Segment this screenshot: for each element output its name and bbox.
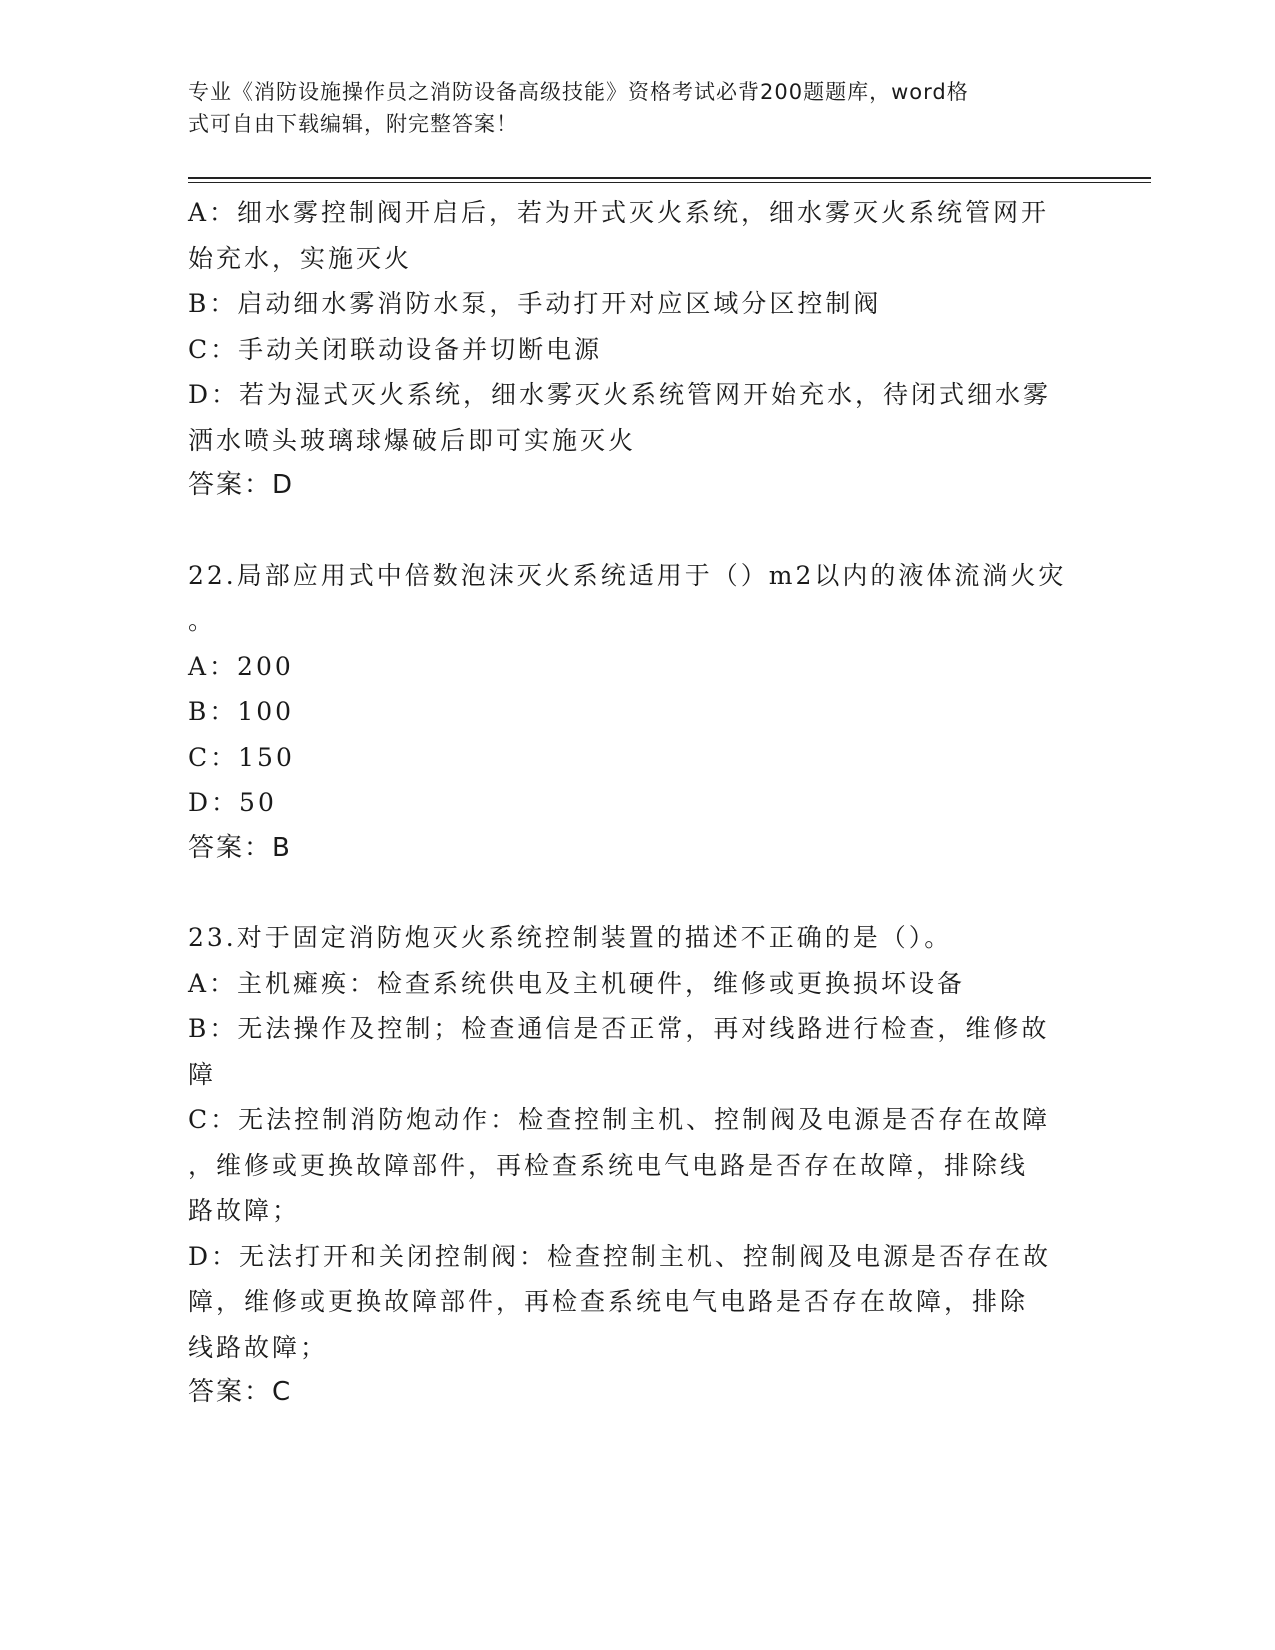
option-c: C：150	[188, 742, 295, 772]
option-a	[188, 190, 1088, 281]
option-line: 线路故障；	[188, 1332, 329, 1362]
option-c	[188, 1097, 1088, 1234]
option-line: B：启动细水雾消防水泵，手动打开对应区域分区控制阀	[188, 289, 882, 318]
option-line: ，维修或更换故障部件，再检查系统电气电路是否存在故障，排除线	[188, 1150, 1029, 1180]
header-line: 式可自由下载编辑，附完整答案！	[188, 112, 518, 136]
option-line: B：无法操作及控制；检查通信是否正常，再对线路进行检查，维修故	[188, 1014, 1050, 1043]
question-21	[188, 190, 1088, 509]
header-line: 专业《消防设施操作员之消防设备高级技能》资格考试必背200题题库，word格	[188, 80, 969, 104]
header-divider-thin	[188, 182, 1151, 183]
option-a	[188, 961, 1088, 1007]
option-c	[188, 327, 1088, 373]
answer-line: 答案：B	[188, 832, 292, 863]
option-line: 洒水喷头玻璃球爆破后即可实施灭火	[188, 425, 637, 455]
option-line: 障，维修或更换故障部件，再检查系统电气电路是否存在故障，排除	[188, 1287, 1029, 1316]
option-d: D：50	[188, 788, 277, 817]
option-d	[188, 1234, 1088, 1371]
spacer	[188, 509, 1088, 553]
option-line: 障	[188, 1059, 217, 1089]
question-stem: 23.对于固定消防炮灭火系统控制装置的描述不正确的是（）。	[188, 923, 953, 952]
question-22	[188, 553, 1088, 872]
option-b: B：100	[188, 697, 295, 726]
question-23	[188, 915, 1088, 1416]
question-stem: 。	[188, 606, 217, 635]
option-a: A：200	[188, 651, 294, 681]
option-line: C：无法控制消防炮动作：检查控制主机、控制阀及电源是否存在故障	[188, 1105, 1051, 1134]
spacer	[188, 871, 1088, 915]
question-stem: 22.局部应用式中倍数泡沫灭火系统适用于（）m2以内的液体流淌火灾	[188, 560, 1067, 590]
option-line: C：手动关闭联动设备并切断电源	[188, 334, 603, 364]
option-d	[188, 372, 1088, 463]
option-line: A：主机瘫痪：检查系统供电及主机硬件，维修或更换损坏设备	[188, 968, 966, 998]
option-line: 始充水，实施灭火	[188, 243, 413, 273]
answer-line: 答案：C	[188, 1377, 293, 1407]
option-b	[188, 281, 1088, 327]
option-b	[188, 1006, 1088, 1097]
option-line: A：细水雾控制阀开启后，若为开式灭火系统，细水雾灭火系统管网开	[188, 198, 1050, 227]
header-divider	[188, 177, 1151, 179]
answer-line: 答案：D	[188, 470, 295, 500]
option-line: D：若为湿式灭火系统，细水雾灭火系统管网开始充水，待闭式细水雾	[188, 380, 1052, 409]
option-line: 路故障；	[188, 1196, 301, 1225]
document-header	[188, 76, 1088, 140]
option-line: D：无法打开和关闭控制阀：检查控制主机、控制阀及电源是否存在故	[188, 1241, 1052, 1271]
document-body	[188, 190, 1088, 1416]
